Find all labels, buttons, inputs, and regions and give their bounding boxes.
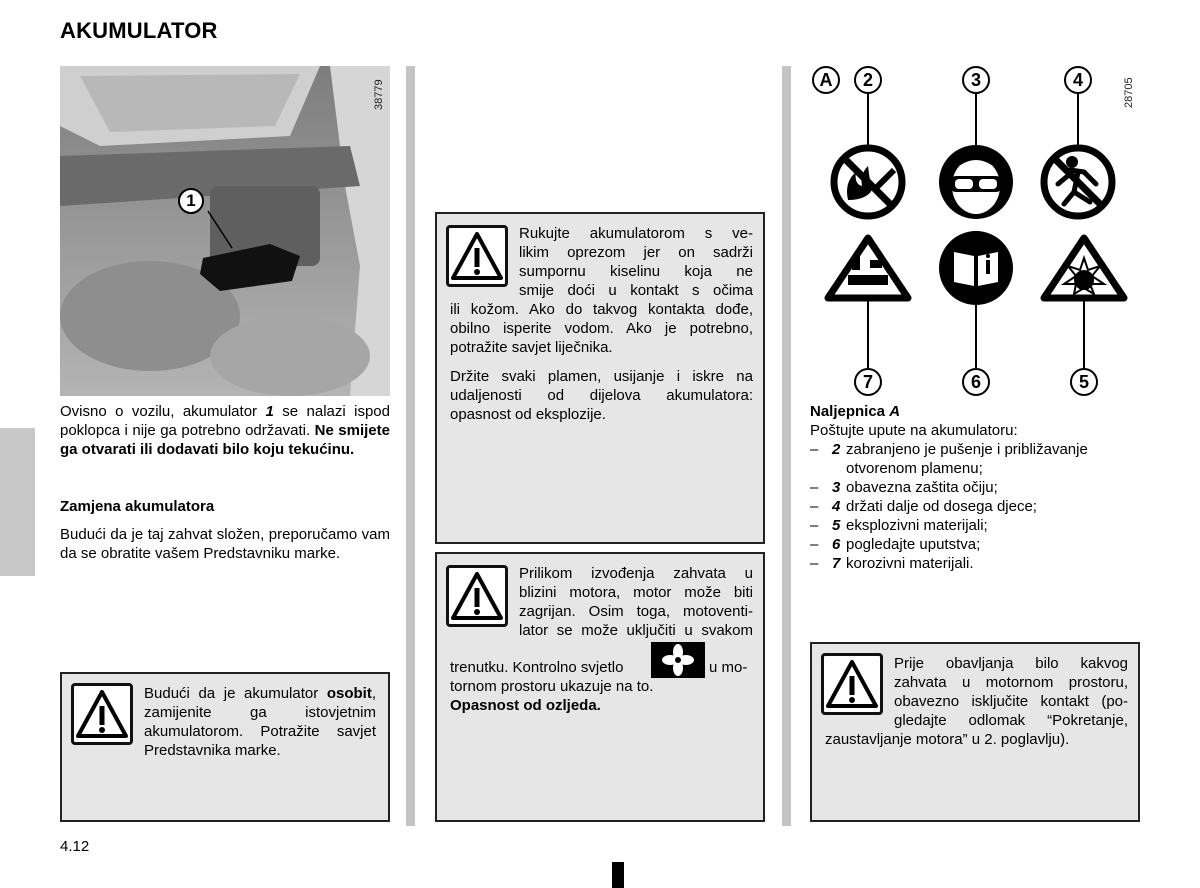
warning-box-ignition xyxy=(810,642,1140,822)
item-num: 5 xyxy=(832,517,841,534)
warning-triangle-icon xyxy=(446,565,508,627)
label-heading xyxy=(810,402,1140,421)
ignition-line-3: obavezno isključite kontakt (po- xyxy=(894,693,1128,710)
intro-bold: Ne smijete ga otvarati ili dodavati bilo koju tekućinu. xyxy=(60,422,390,458)
item-num: 7 xyxy=(832,555,841,572)
list-dash: – xyxy=(810,517,819,534)
number-6: 6 xyxy=(970,372,981,392)
before-fan-icon: trenutku. Kontrolno svjetlo xyxy=(450,659,624,676)
explosion-warning-text: Držite svaki plamen, usijanje i iskre na udaljenosti od dijelova akumulatora: opasnost od eksplozije. xyxy=(450,368,753,423)
label-heading-letter: A xyxy=(889,403,901,420)
warning-triangle-icon xyxy=(71,683,133,745)
acid-lines xyxy=(519,224,753,300)
list-dash: – xyxy=(810,498,819,515)
explosive-icon xyxy=(1044,238,1124,298)
label-letter-circle xyxy=(812,66,840,94)
subheading-replacement: Zamjena akumulatora xyxy=(60,498,215,515)
eye-protection-icon xyxy=(939,145,1013,219)
item-text: korozivni materijali. xyxy=(846,555,974,572)
acid-line-4: smije doći u kontakt s očima xyxy=(519,282,753,299)
label-letter: A xyxy=(819,70,833,90)
number-circle-2 xyxy=(854,66,882,94)
acid-line-1: Rukujte akumulatorom s ve- xyxy=(519,225,753,242)
number-circle-6 xyxy=(962,368,990,396)
callout-1-label: 1 xyxy=(186,191,196,210)
warning-box-acid xyxy=(435,212,765,544)
list-item xyxy=(810,516,1140,535)
ignition-line-1: Prije obavljanja bilo kakvog xyxy=(894,655,1128,672)
number-7: 7 xyxy=(862,372,873,392)
number-5: 5 xyxy=(1078,372,1089,392)
acid-line-2: likim oprezom jer on sadrži xyxy=(519,244,753,261)
warning-triangle-icon xyxy=(446,225,508,287)
column-divider-right xyxy=(782,66,791,826)
acid-line-3: sumpornu kiselinu koja ne xyxy=(519,263,753,280)
list-dash: – xyxy=(810,441,819,458)
number-circle-5 xyxy=(1070,368,1098,396)
intro-part2: se nalazi ispod poklopca i nije ga potrebno održavati. xyxy=(60,403,390,439)
symbol-list xyxy=(810,440,1140,573)
no-flames-icon xyxy=(834,148,902,216)
label-legend xyxy=(810,402,1140,573)
list-item xyxy=(810,535,1140,554)
list-dash: – xyxy=(810,536,819,553)
battery-intro xyxy=(60,402,390,459)
list-item xyxy=(810,554,1140,573)
item-text: zabranjeno je pušenje i približavanje otvorenom plamenu; xyxy=(846,441,1088,477)
fan-icon xyxy=(651,642,705,678)
acid-rest xyxy=(450,300,753,434)
number-4: 4 xyxy=(1072,70,1083,90)
engine-bay-photo xyxy=(60,66,390,396)
read-manual-icon xyxy=(939,231,1013,305)
battery-label-figure xyxy=(808,60,1148,400)
engine-hot-lines xyxy=(519,564,753,640)
list-item xyxy=(810,497,1140,516)
warning-battery-bold: osobit xyxy=(326,685,372,702)
ignition-lines xyxy=(894,654,1128,730)
injury-danger: Opasnost od ozljeda. xyxy=(450,697,601,714)
list-dash: – xyxy=(810,479,819,496)
list-item xyxy=(810,478,1140,497)
number-circle-3 xyxy=(962,66,990,94)
label-intro: Poštujte upute na akumulatoru: xyxy=(810,422,1018,439)
item-text: eksplozivni materijali; xyxy=(846,517,988,534)
corrosive-icon xyxy=(828,238,908,298)
ignition-rest: zaustavljanje motora” u 2. poglavlju). xyxy=(825,731,1070,748)
callout-1 xyxy=(178,188,204,214)
warning-battery-part2: , zamijenite ga istovjetnim akumulatorom. Potražite savjet Predstavnika marke. xyxy=(144,685,376,759)
ignition-line-4: gledajte odlomak “Pokretanje, xyxy=(894,712,1128,729)
item-num: 4 xyxy=(832,498,841,515)
after-fan-icon: u mo- xyxy=(709,659,748,676)
list-item xyxy=(810,440,1140,478)
label-reference-code: 28705 xyxy=(1123,77,1135,108)
engine-line-2: blizini motora, motor može biti xyxy=(519,584,753,601)
photo-reference-code: 38779 xyxy=(373,79,385,110)
replacement-text: Budući da je taj zahvat složen, preporučamo vam da se obratite vašem Predstavniku marke. xyxy=(60,526,390,562)
page-title: AKUMULATOR xyxy=(60,18,218,43)
warning-battery-part1: Budući da je akumulator xyxy=(144,685,327,702)
page-number: 4.12 xyxy=(60,838,90,855)
number-circle-4 xyxy=(1064,66,1092,94)
item-num: 6 xyxy=(832,536,841,553)
intro-part1: Ovisno o vozilu, akumulator xyxy=(60,403,266,420)
item-num: 3 xyxy=(832,479,841,496)
warning-box-battery xyxy=(60,672,390,822)
engine-line-4: lator se može uključiti u svakom xyxy=(519,622,753,639)
warning-battery-text xyxy=(144,684,376,760)
ignition-line-2: zahvata u motornom prostoru, xyxy=(894,674,1128,691)
keep-away-children-icon xyxy=(1044,148,1112,216)
item-num: 2 xyxy=(832,441,841,458)
item-text: držati dalje od dosega djece; xyxy=(846,498,1037,515)
number-circle-7 xyxy=(854,368,882,396)
item-text: pogledajte uputstva; xyxy=(846,536,981,553)
number-2: 2 xyxy=(862,70,873,90)
chapter-tab xyxy=(0,428,35,576)
engine-line-1: Prilikom izvođenja zahvata u xyxy=(519,565,753,582)
engine-line-3: zagrijan. Osim toga, motoventi- xyxy=(519,603,753,620)
intro-num: 1 xyxy=(265,403,274,420)
warning-triangle-icon xyxy=(821,653,883,715)
engine-hot-icon-line xyxy=(450,658,753,677)
footer-mark xyxy=(612,862,624,888)
label-heading-text: Naljepnica xyxy=(810,403,890,420)
column-divider-left xyxy=(406,66,415,826)
engine-hot-line-after: tornom prostoru ukazuje na to. xyxy=(450,678,654,695)
list-dash: – xyxy=(810,555,819,572)
warning-box-engine-hot xyxy=(435,552,765,822)
item-text: obavezna zaštita očiju; xyxy=(846,479,998,496)
acid-rest-text: ili kožom. Ako do takvog kontakta dođe, obilno isperite vodom. Ako je potrebno, potražite savjet liječnika. xyxy=(450,301,753,356)
number-3: 3 xyxy=(970,70,981,90)
